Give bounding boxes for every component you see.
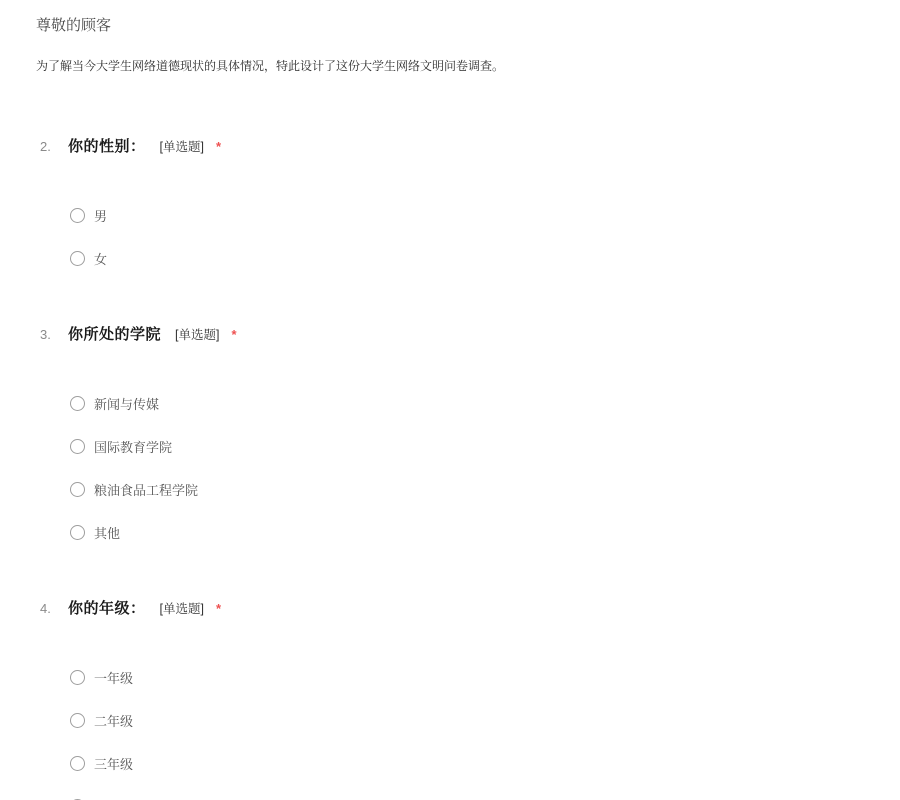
radio-option[interactable] xyxy=(70,468,864,511)
required-asterisk: * xyxy=(215,601,222,616)
radio-option-label: 其他 xyxy=(94,526,121,541)
option-list xyxy=(70,382,864,554)
question-block xyxy=(36,139,864,280)
required-asterisk: * xyxy=(231,327,237,342)
question-number: 2. xyxy=(40,139,51,154)
required-asterisk: * xyxy=(215,139,222,154)
radio-option-label: 国际教育学院 xyxy=(94,440,173,455)
radio-button-icon[interactable] xyxy=(70,208,85,223)
radio-option-label: 一年级 xyxy=(94,671,134,686)
radio-button-icon[interactable] xyxy=(70,670,85,685)
question-title: 你的年级： xyxy=(68,600,146,617)
radio-button-icon[interactable] xyxy=(70,439,85,454)
radio-option-label: 女 xyxy=(94,252,108,267)
radio-option[interactable] xyxy=(70,742,864,785)
radio-option-label: 二年级 xyxy=(94,714,134,729)
question-type-badge: [单选题] xyxy=(159,140,204,154)
radio-option-label: 男 xyxy=(94,209,108,224)
option-list xyxy=(70,656,864,800)
question-list xyxy=(36,139,864,800)
radio-option-label: 粮油食品工程学院 xyxy=(94,483,199,498)
radio-option[interactable] xyxy=(70,785,864,800)
option-list xyxy=(70,194,864,280)
radio-option[interactable] xyxy=(70,382,864,425)
radio-option[interactable] xyxy=(70,425,864,468)
question-block xyxy=(36,327,864,554)
question-header xyxy=(36,139,864,155)
radio-button-icon[interactable] xyxy=(70,251,85,266)
question-number: 3. xyxy=(40,327,51,342)
question-block xyxy=(36,601,864,800)
question-header xyxy=(36,601,864,617)
radio-button-icon[interactable] xyxy=(70,482,85,497)
radio-option[interactable] xyxy=(70,511,864,554)
radio-option-label: 三年级 xyxy=(94,757,134,772)
radio-button-icon[interactable] xyxy=(70,713,85,728)
question-header xyxy=(36,327,864,343)
survey-title: 尊敬的顾客 xyxy=(36,17,112,34)
survey-description: 为了解当今大学生网络道德现状的具体情况，特此设计了这份大学生网络文明问卷调查。 xyxy=(36,59,505,73)
radio-option[interactable] xyxy=(70,656,864,699)
radio-option[interactable] xyxy=(70,237,864,280)
question-type-badge: [单选题] xyxy=(175,328,220,342)
question-title: 你的性别： xyxy=(68,138,146,155)
radio-option-label: 新闻与传媒 xyxy=(94,397,160,412)
radio-option[interactable] xyxy=(70,699,864,742)
radio-button-icon[interactable] xyxy=(70,525,85,540)
radio-button-icon[interactable] xyxy=(70,756,85,771)
radio-button-icon[interactable] xyxy=(70,396,85,411)
radio-option[interactable] xyxy=(70,194,864,237)
question-title: 你所处的学院 xyxy=(68,326,162,343)
question-type-badge: [单选题] xyxy=(159,602,204,616)
question-number: 4. xyxy=(40,601,51,616)
